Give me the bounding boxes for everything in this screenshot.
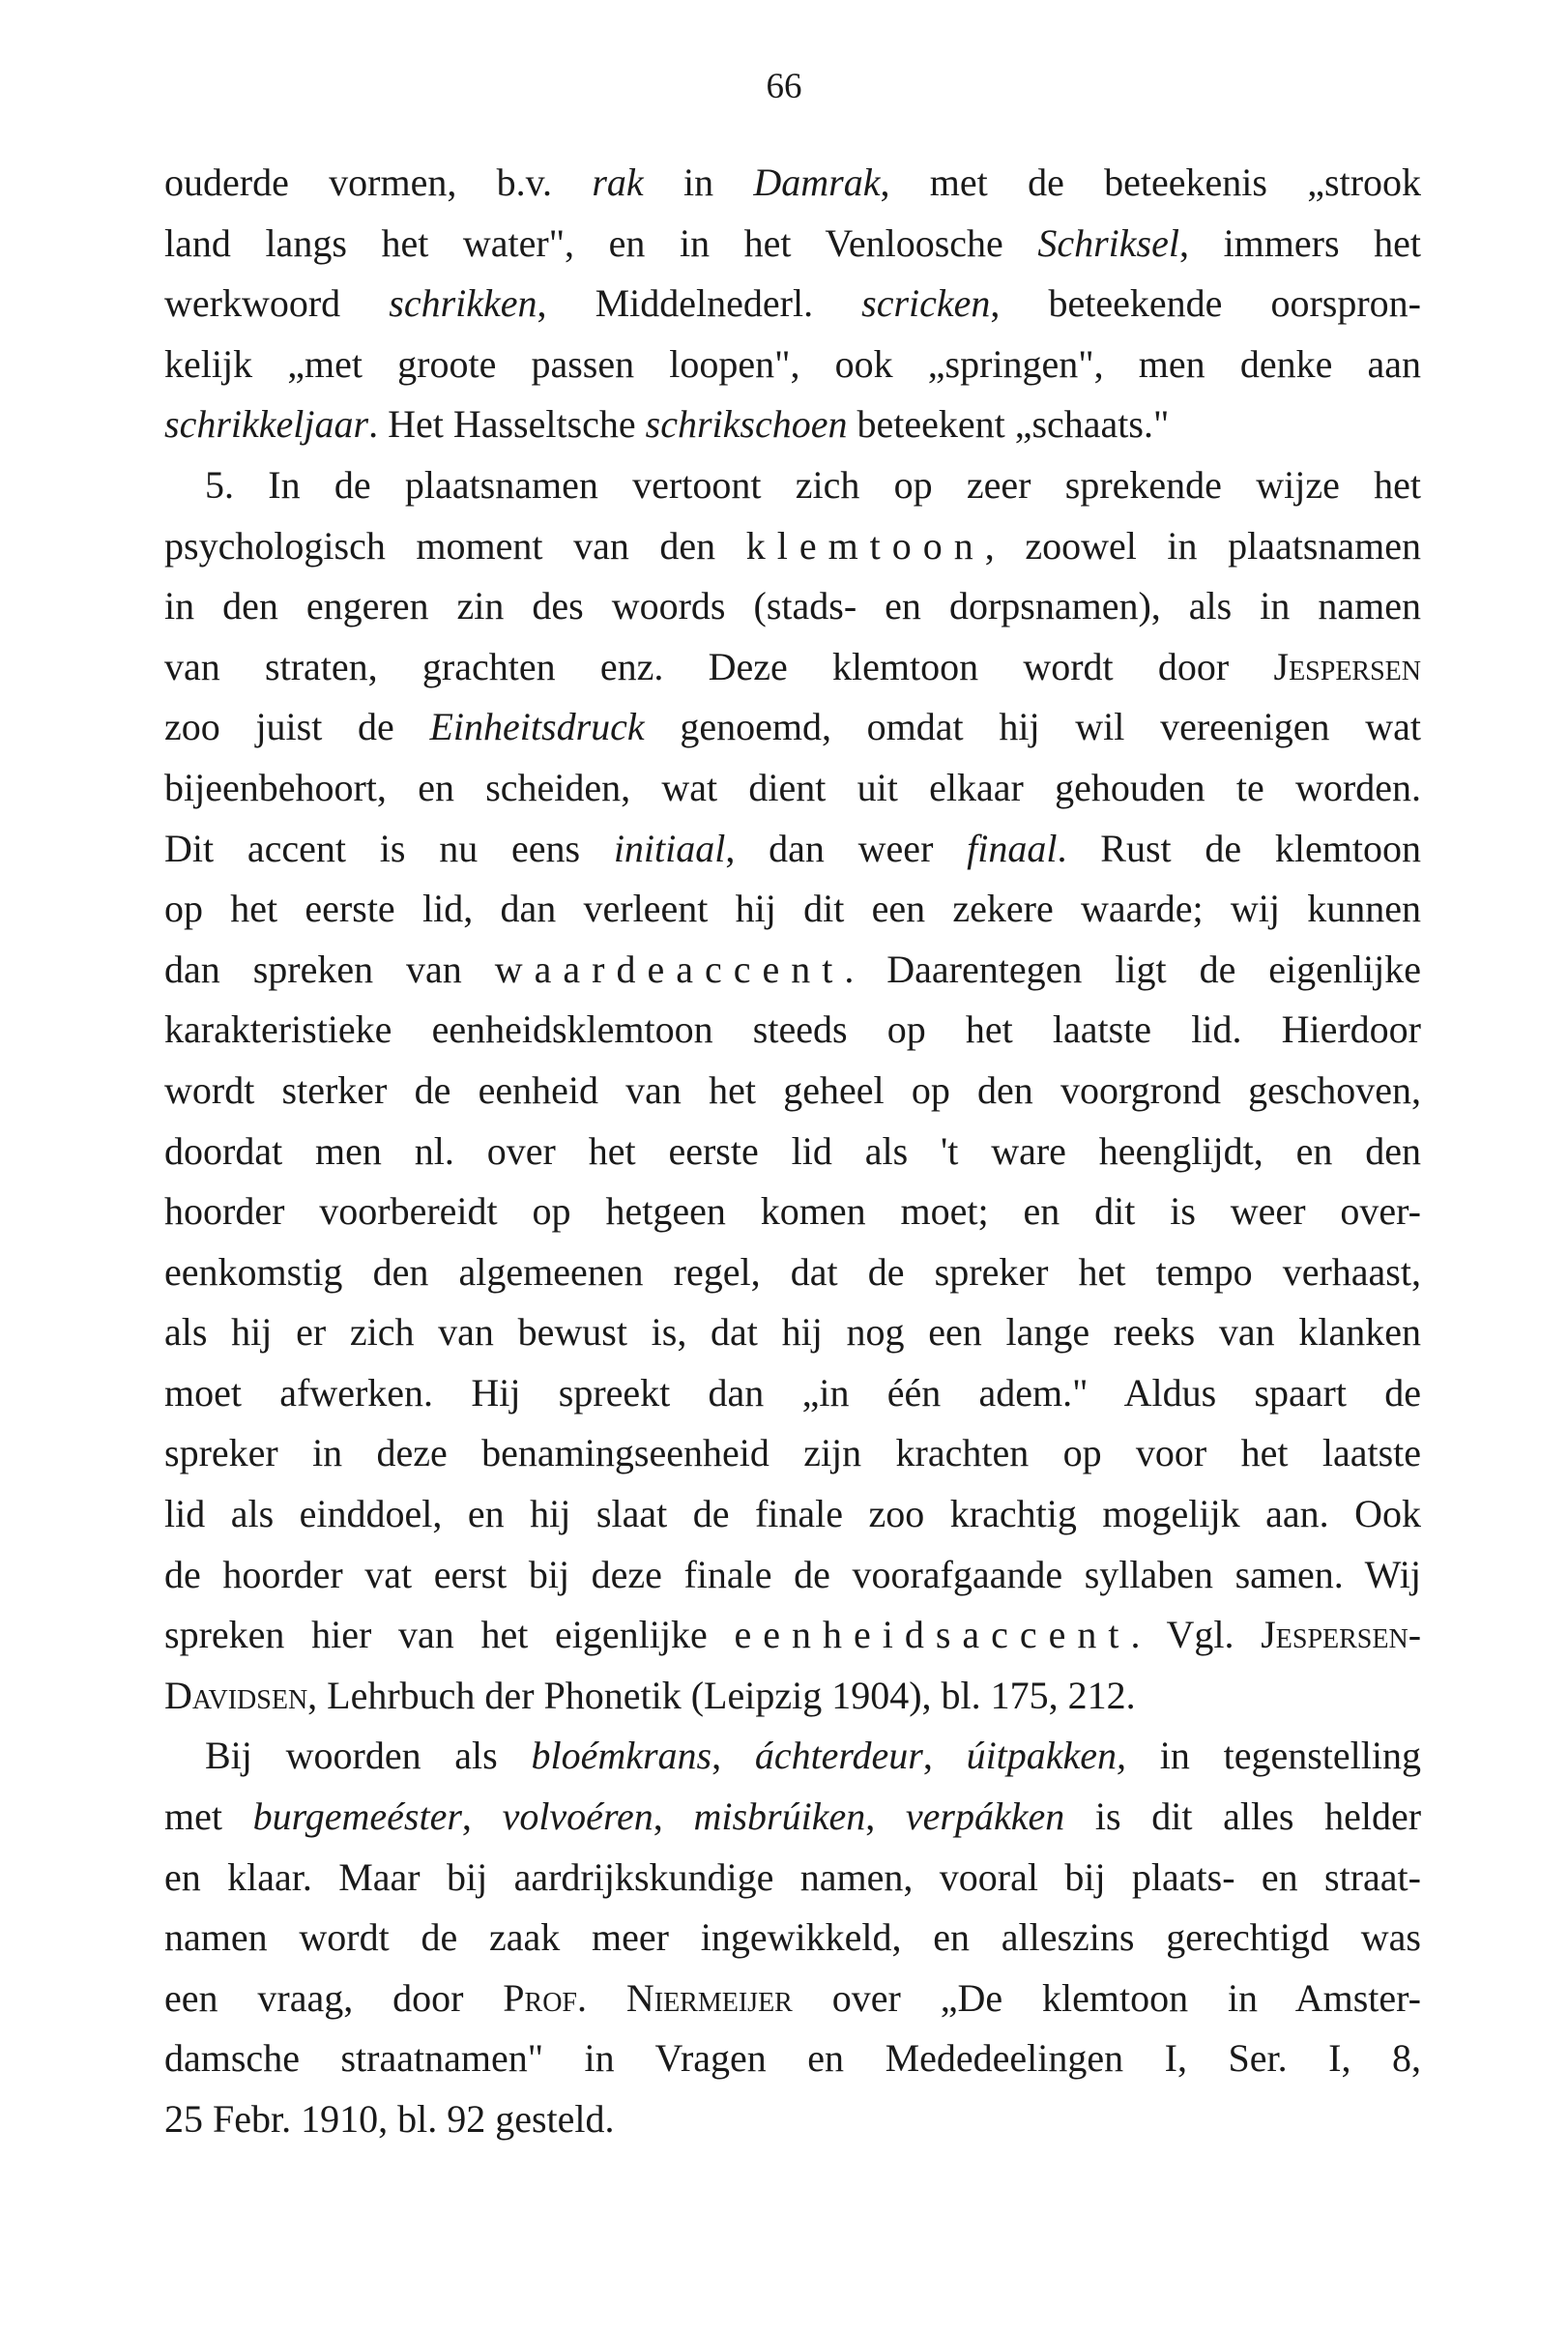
text-line: doordat men nl. over het eerste lid als 't ware heenglijdt, en den: [164, 1128, 1421, 1173]
text-line: namen wordt de zaak meer ingewikkeld, en alleszins gerechtigd was: [164, 1915, 1421, 1960]
text-line: wordt sterker de eenheid van het geheel op den voorgrond geschoven,: [164, 1067, 1421, 1112]
page-number: 66: [766, 67, 802, 106]
text-line: Dit accent is nu eens initiaal, dan weer finaal. Rust de klemtoon: [164, 826, 1421, 870]
text-line: een vraag, door Prof. Niermeijer over „De klemtoon in Amster-: [164, 1975, 1421, 2020]
paragraph-start: Bij woorden als bloémkrans, áchterdeur, úitpakken, in tegenstelling: [205, 1734, 1421, 1778]
text-line: spreken hier van het eigenlijke eenheidsaccent. Vgl. Jespersen-: [164, 1613, 1422, 1657]
text-line: eenkomstig den algemeenen regel, dat de spreker het tempo verhaast,: [164, 1249, 1421, 1294]
text-line: spreker in deze benamingseenheid zijn krachten op voor het laatste: [164, 1431, 1421, 1475]
text-line: hoorder voorbereidt op hetgeen komen moet; en dit is weer over-: [164, 1189, 1421, 1234]
text-line: bijeenbehoort, en scheiden, wat dient uit elkaar gehouden te worden.: [164, 765, 1421, 809]
text-line: lid als einddoel, en hij slaat de finale zoo krachtig mogelijk aan. Ook: [164, 1492, 1421, 1536]
text-line: van straten, grachten enz. Deze klemtoon wordt door Jespersen: [164, 644, 1421, 688]
text-line: psychologisch moment van den klemtoon, zoowel in plaatsnamen: [164, 523, 1422, 568]
text-line: op het eerste lid, dan verleent hij dit een zekere waarde; wij kunnen: [164, 887, 1421, 931]
text-line: 25 Febr. 1910, bl. 92 gesteld.: [164, 2097, 615, 2141]
body-text: [164, 153, 1421, 2150]
text-line: kelijk „met groote passen loopen", ook „springen", men denke aan: [164, 341, 1421, 386]
text-line: met burgemeéster, volvoéren, misbrúiken, verpákken is dit alles helder: [164, 1794, 1422, 1839]
paragraph-start: 5. In de plaatsnamen vertoont zich op zeer sprekende wijze het: [205, 462, 1421, 507]
text-line: ouderde vormen, b.v. rak in Damrak, met de beteekenis „strook: [164, 160, 1422, 204]
text-line: schrikkeljaar. Het Hasseltsche schrikschoen beteekent „schaats.": [164, 402, 1170, 447]
text-line: moet afwerken. Hij spreekt dan „in één adem." Aldus spaart de: [164, 1370, 1421, 1415]
text-line: de hoorder vat eerst bij deze finale de voorafgaande syllaben samen. Wij: [164, 1552, 1421, 1596]
text-line: werkwoord schrikken, Middelnederl. scricken, beteekende oorspron-: [164, 281, 1421, 326]
text-line: als hij er zich van bewust is, dat hij nog een lange reeks van klanken: [164, 1310, 1421, 1355]
text-line: zoo juist de Einheitsdruck genoemd, omdat hij wil vereenigen wat: [164, 705, 1421, 749]
text-line: en klaar. Maar bij aardrijkskundige namen, vooral bij plaats- en straat-: [164, 1854, 1421, 1899]
text-line: in den engeren zin des woords (stads- en dorpsnamen), als in namen: [164, 584, 1421, 628]
text-line: dan spreken van waardeaccent. Daarentegen ligt de eigenlijke: [164, 947, 1422, 991]
text-line: karakteristieke eenheidsklemtoon steeds op het laatste lid. Hierdoor: [164, 1007, 1421, 1052]
text-line: Davidsen, Lehrbuch der Phonetik (Leipzig 1904), bl. 175, 212.: [164, 1673, 1136, 1717]
text-line: damsche straatnamen" in Vragen en Mededeelingen I, Ser. I, 8,: [164, 2036, 1421, 2081]
text-line: land langs het water", en in het Venloosche Schriksel, immers het: [164, 220, 1421, 265]
